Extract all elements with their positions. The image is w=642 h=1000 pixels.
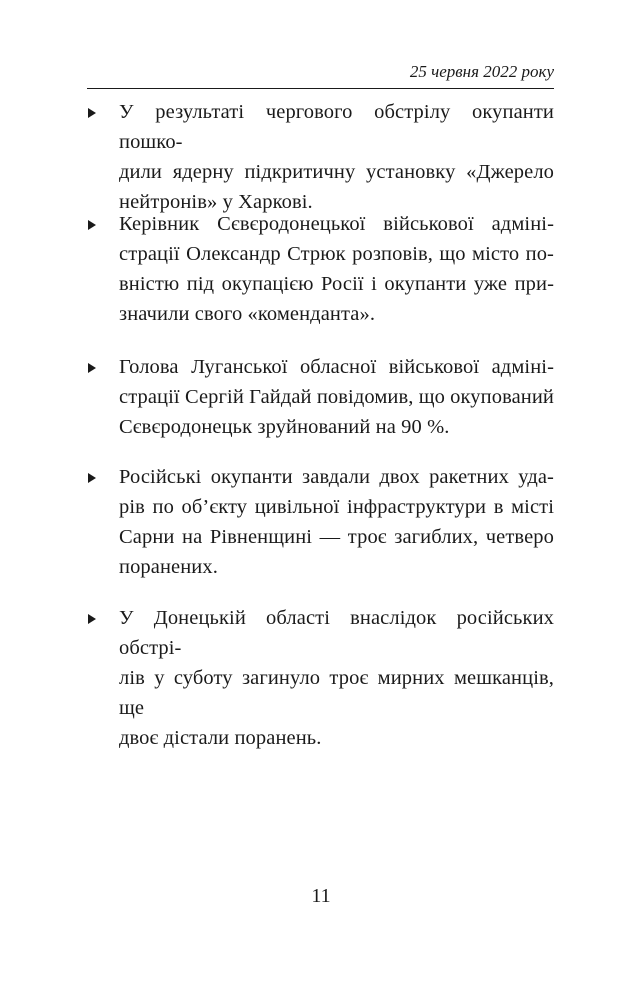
news-item-3	[87, 352, 554, 442]
news-item-text	[119, 209, 554, 329]
text-line: Голова Луганської обласної військової адміні-	[119, 356, 554, 378]
text-line: нейтронів» у Харкові.	[119, 191, 313, 213]
text-line: страції Олександр Стрюк розповів, що місто по-	[119, 243, 554, 265]
news-item-text	[119, 462, 554, 582]
text-line: У результаті чергового обстрілу окупанти пошко-	[119, 101, 554, 153]
news-item-1	[87, 97, 554, 217]
text-line: вністю під окупацією Росії і окупанти уже при-	[119, 273, 554, 295]
text-line: значили свого «коменданта».	[119, 303, 376, 325]
news-item-5	[87, 603, 554, 753]
text-line: поранених.	[119, 556, 218, 578]
news-item-4	[87, 462, 554, 582]
triangle-bullet-icon	[87, 603, 99, 633]
triangle-bullet-icon	[87, 209, 99, 239]
news-item-text	[119, 97, 554, 217]
header-rule	[87, 88, 554, 89]
text-line: дили ядерну підкритичну установку «Джерело	[119, 161, 554, 183]
text-line: рів по об’єкту цивільної інфраструктури в місті	[119, 496, 554, 518]
text-line: Російські окупанти завдали двох ракетних уда-	[119, 466, 554, 488]
text-line: Сєвєродонецьк зруйнований на 90 %.	[119, 416, 450, 438]
text-line: У Донецькій області внаслідок російських обстрі-	[119, 607, 554, 659]
text-line: лів у суботу загинуло троє мирних мешканців, ще	[119, 667, 554, 719]
triangle-bullet-icon	[87, 462, 99, 492]
text-line: Сарни на Рівненщині — троє загиблих, четверо	[119, 526, 554, 548]
text-line: Керівник Сєвєродонецької військової адміні-	[119, 213, 554, 235]
triangle-bullet-icon	[87, 97, 99, 127]
text-line: двоє дістали поранень.	[119, 727, 322, 749]
running-header: 25 червня 2022 року	[409, 62, 554, 81]
text-line: страції Сергій Гайдай повідомив, що окупований	[119, 386, 554, 408]
page-number: 11	[311, 885, 331, 907]
news-item-text	[119, 603, 554, 753]
news-item-text	[119, 352, 554, 442]
news-item-2	[87, 209, 554, 329]
triangle-bullet-icon	[87, 352, 99, 382]
